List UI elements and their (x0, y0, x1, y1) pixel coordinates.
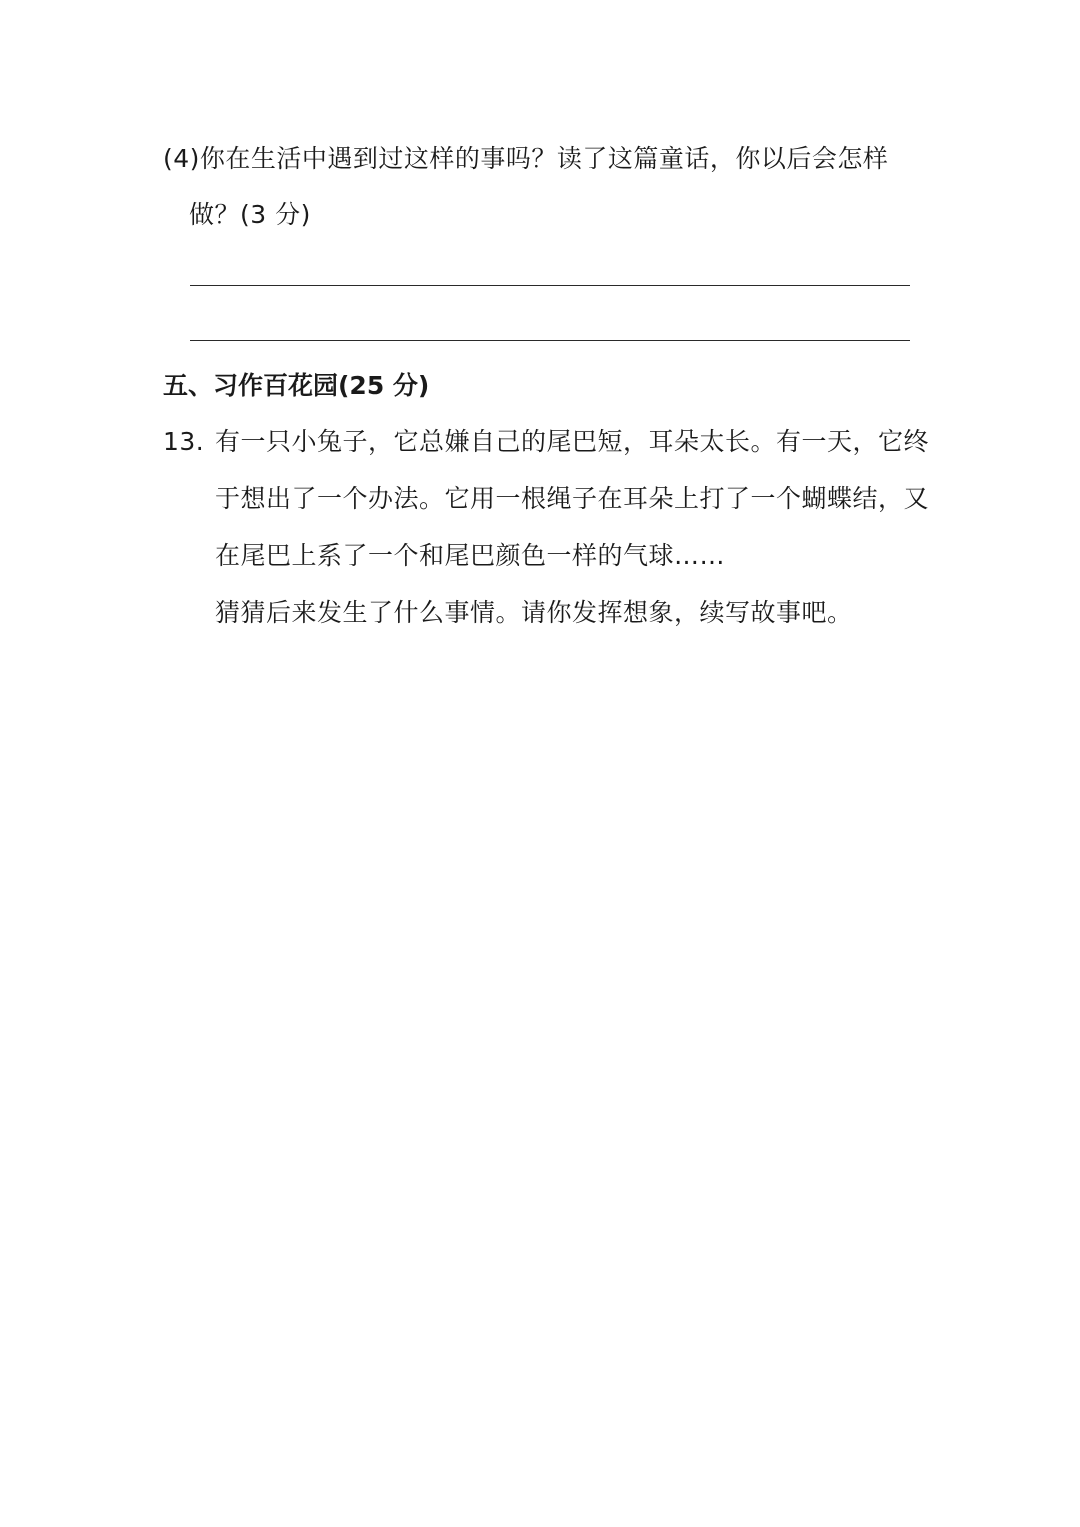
question-4-text-line-1: (4)你在生活中遇到过这样的事吗？读了这篇童话，你以后会怎样 (163, 144, 889, 173)
answer-blank-line-2[interactable] (190, 340, 910, 341)
question-13-text-line-1: 有一只小兔子，它总嫌自己的尾巴短，耳朵太长。有一天，它终 (215, 427, 930, 456)
question-13-prompt: 猜猜后来发生了什么事情。请你发挥想象，续写故事吧。 (215, 598, 853, 627)
question-4-text-line-2: 做？(3 分) (189, 200, 311, 229)
question-13-text-line-2: 于想出了一个办法。它用一根绳子在耳朵上打了一个蝴蝶结，又 (215, 484, 930, 513)
answer-blank-line-1[interactable] (190, 285, 910, 286)
section-5-heading: 五、习作百花园(25 分) (163, 371, 430, 400)
question-13-text-line-3: 在尾巴上系了一个和尾巴颜色一样的气球…… (215, 541, 726, 570)
question-13-number: 13. (163, 427, 205, 456)
